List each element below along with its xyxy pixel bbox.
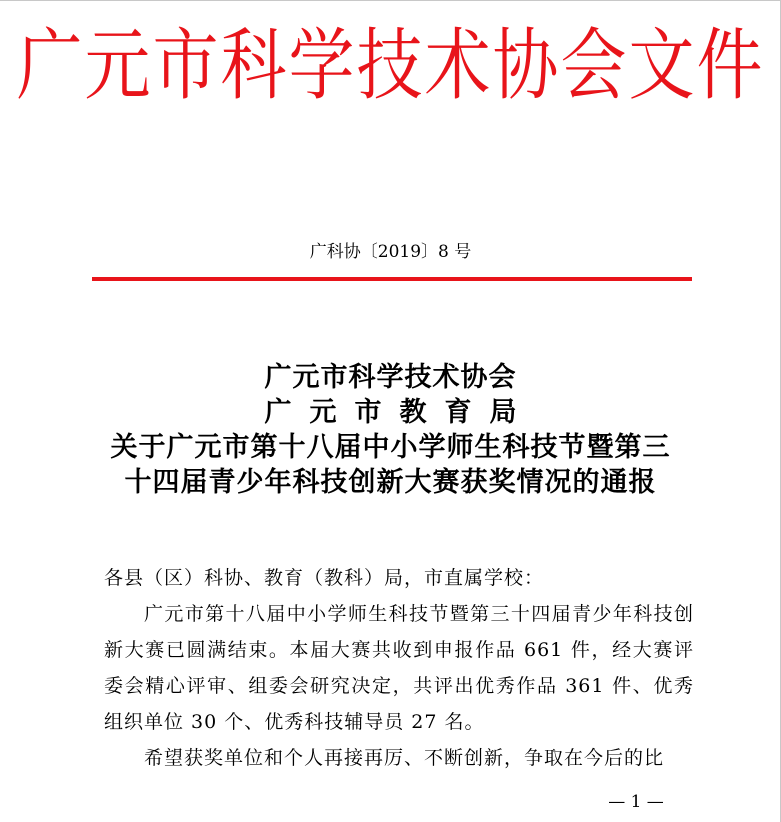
red-divider-line	[92, 277, 692, 281]
notice-body	[104, 560, 694, 776]
issuer-education-bureau: 广元市教育局	[264, 397, 535, 428]
issuer-science-association: 广元市科学技术协会	[264, 362, 517, 393]
salutation: 各县（区）科协、教育（教科）局，市直属学校：	[104, 567, 545, 589]
red-header-title: 广元市科学技术协会文件	[16, 19, 765, 111]
notice-subject-line-2: 十四届青少年科技创新大赛获奖情况的通报	[124, 467, 657, 498]
notice-subject-line-1: 关于广元市第十八届中小学师生科技节暨第三	[110, 432, 671, 463]
document-number: 广科协〔2019〕8 号	[309, 242, 472, 262]
page-border-top	[0, 0, 781, 1]
page-number: — 1 —	[608, 792, 664, 812]
body-paragraph-2: 希望获奖单位和个人再接再厉、不断创新，争取在今后的比	[144, 747, 665, 769]
body-paragraph-1: 广元市第十八届中小学师生科技节暨第三十四届青少年科技创新大赛已圆满结束。本届大赛共收到申报作品 661 件，经大赛评委会精心评审、组委会研究决定，共评出优秀作品 361 件、优秀组织单位 30 个、优秀科技辅导员 27 名。	[104, 603, 694, 733]
notice-title	[0, 360, 781, 500]
